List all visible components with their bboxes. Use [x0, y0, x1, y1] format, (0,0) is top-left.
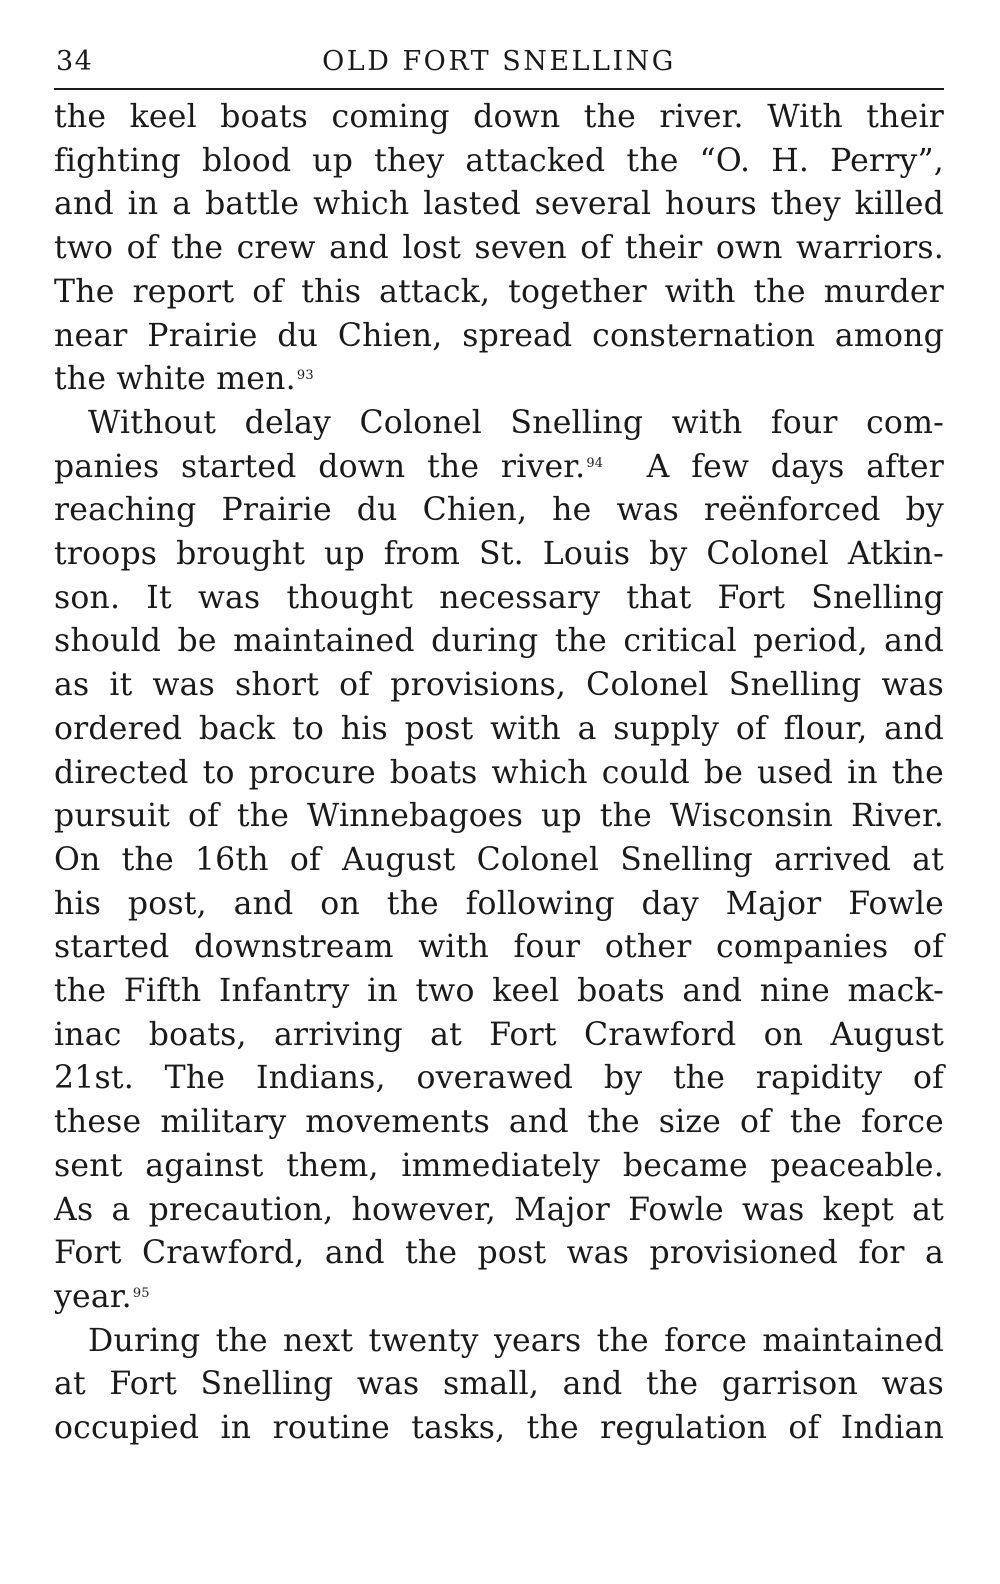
- header-rule: [54, 88, 944, 90]
- text-line: The report of this attack, together with the murder: [54, 273, 944, 310]
- text-line: ordered back to his post with a supply of flour, and: [54, 710, 944, 747]
- footnote-ref: 94: [586, 455, 604, 471]
- paragraph-continued: [54, 96, 944, 402]
- text-line: started downstream with four other companies of: [54, 929, 944, 966]
- text-line: his post, and on the following day Major Fowle: [54, 885, 944, 922]
- text-line: During the next twenty years the force maintained: [88, 1322, 944, 1359]
- line-text: panies started down the river.: [54, 448, 586, 485]
- text-line: As a precaution, however, Major Fowle was kept at: [54, 1191, 944, 1228]
- paragraph: [54, 1320, 944, 1451]
- text-line: the keel boats coming down the river. With their: [54, 99, 944, 135]
- text-line: fighting blood up they attacked the “O. H. Perry”,: [54, 142, 944, 179]
- text-line: [54, 1276, 944, 1320]
- running-head: [54, 40, 944, 84]
- line-text: A few days after: [603, 448, 944, 485]
- text-line: and in a battle which lasted several hours they killed: [54, 186, 944, 223]
- page-number: 34: [56, 46, 94, 77]
- text-line: 21st. The Indians, overawed by the rapidity of: [54, 1060, 944, 1097]
- text-line: Fort Crawford, and the post was provisioned for a: [54, 1235, 944, 1272]
- text-line: should be maintained during the critical period, and: [54, 623, 944, 660]
- line-text: year.: [54, 1278, 132, 1315]
- text-line: sent against them, immediately became peaceable.: [54, 1147, 944, 1184]
- text-line: troops brought up from St. Louis by Colonel Atkin-: [54, 536, 944, 573]
- text-line: pursuit of the Winnebagoes up the Wisconsin River.: [54, 798, 944, 835]
- text-line: the Fifth Infantry in two keel boats and nine mack-: [54, 973, 944, 1010]
- text-line: these military movements and the size of the force: [54, 1104, 944, 1141]
- text-line: On the 16th of August Colonel Snelling arrived at: [54, 841, 944, 878]
- text-line: as it was short of provisions, Colonel Snelling was: [54, 667, 944, 704]
- text-line: [54, 358, 944, 402]
- text-line: at Fort Snelling was small, and the garrison was: [54, 1366, 944, 1403]
- footnote-ref: 93: [296, 368, 314, 384]
- text-line: two of the crew and lost seven of their own warriors.: [54, 230, 944, 267]
- text-line: directed to procure boats which could be used in the: [54, 754, 944, 791]
- book-page: [54, 40, 944, 1451]
- book-title: OLD FORT SNELLING: [322, 46, 676, 77]
- text-line: near Prairie du Chien, spread consternation among: [54, 317, 944, 354]
- footnote-ref: 95: [132, 1285, 150, 1301]
- line-text: the white men.: [54, 361, 296, 398]
- paragraph: [54, 402, 944, 1320]
- text-line: [54, 446, 944, 490]
- text-line: son. It was thought necessary that Fort Snelling: [54, 579, 944, 616]
- text-line: inac boats, arriving at Fort Crawford on August: [54, 1016, 944, 1053]
- text-line: occupied in routine tasks, the regulation of Indian: [54, 1410, 944, 1447]
- text-line: Without delay Colonel Snelling with four com-: [88, 404, 944, 441]
- text-line: reaching Prairie du Chien, he was reënforced by: [54, 492, 944, 529]
